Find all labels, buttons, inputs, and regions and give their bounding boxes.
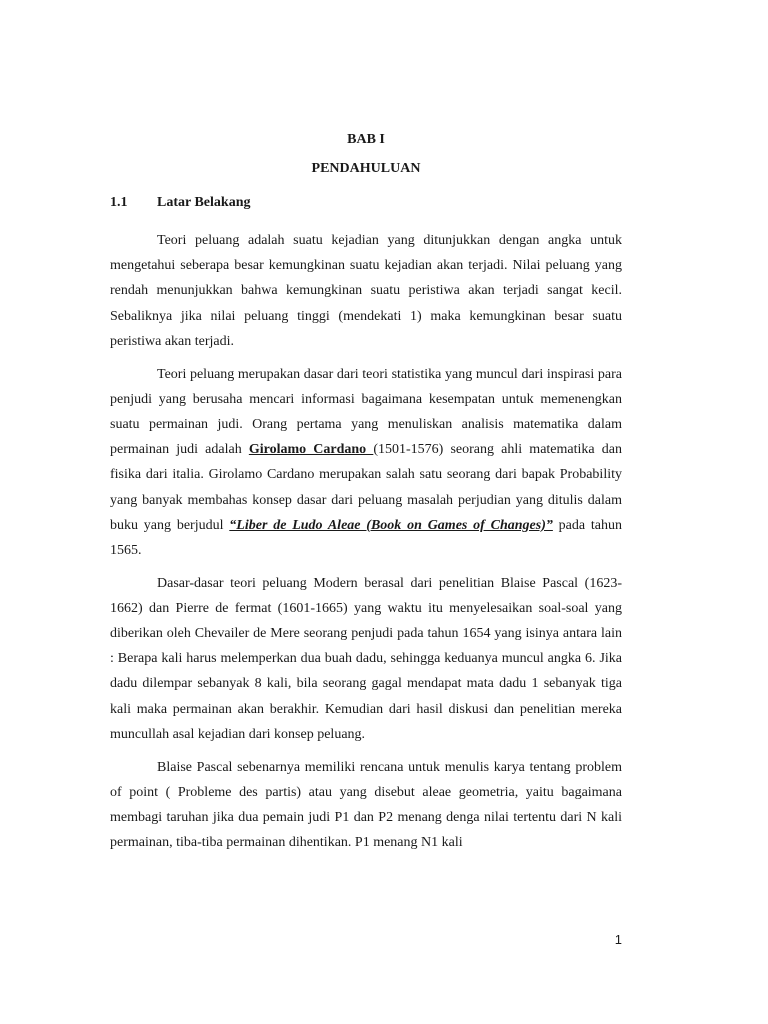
section-number: 1.1 [110,195,128,210]
section-title: Latar Belakang [157,195,251,210]
paragraph-1: Teori peluang adalah suatu kejadian yang ditunjukkan dengan angka untuk mengetahui seberapa besar kemungkinan suatu kejadian akan terjadi. Nilai peluang yang rendah menunjukkan bahwa kemungkinan suatu peristiwa akan terjadi sangat kecil. Sebaliknya jika nilai peluang tinggi (mendekati 1) maka kemungkinan besar suatu peristiwa akan terjadi. [110,233,622,349]
paragraph-2-text-c: pada tahun 1565. [110,517,623,558]
chapter-title: PENDAHULUAN [311,161,421,176]
page-number: 1 [614,932,622,947]
body-text [110,228,622,863]
paragraph-2-text-a: Teori peluang merupakan dasar dari teori statistika yang muncul dari inspirasi para penjudi yang berusaha mencari informasi bagaimana kesempatan untuk memenengkan suatu permainan judi. Orang pertama yang menuliskan analisis matematika dalam permainan judi adalah [110,366,622,458]
paragraph-3: Dasar-dasar teori peluang Modern berasal dari penelitian Blaise Pascal (1623-1662) dan Pierre de fermat (1601-1665) yang waktu itu menyelesaikan soal-soal yang diberikan oleh Chevailer de Mere seorang penjudi pada tahun 1654 yang isinya antara lain : Berapa kali harus melemperkan dua buah dadu, sehingga keduanya muncul angka 6. Jika dadu dilempar sebanyak 8 kali, bila seorang gagal mendapat mata dadu 1 sebanyak tiga kali maka permainan akan berakhir. Kemudian dari hasil diskusi dan penelitian mereka muncullah asal kejadian dari konsep peluang. [110,575,622,742]
book-title: “Liber de Ludo Aleae (Book on Games of Changes)” [229,517,553,533]
paragraph-2 [110,362,622,564]
chapter-number: BAB I [347,132,385,147]
paragraph-2-text-b: (1501-1576) seorang ahli matematika dan fisika dari italia. Girolamo Cardano merupakan salah satu seorang dari bapak Probability yang banyak membahas konsep dasar dari peluang masalah perjudian yang ditulis dalam buku yang berjudul [110,442,622,533]
section-heading [110,195,250,211]
cardano-name: Girolamo Cardano [248,442,374,458]
paragraph-4: Blaise Pascal sebenarnya memiliki rencana untuk menulis karya tentang problem of point ( Probleme des partis) atau yang disebut aleae geometria, yaitu bagaimana membagi taruhan jika dua pemain judi P1 dan P2 menang denga nilai tertentu dari N kali permainan, tiba-tiba permainan dihentikan. P1 menang N1 kali [110,759,622,851]
